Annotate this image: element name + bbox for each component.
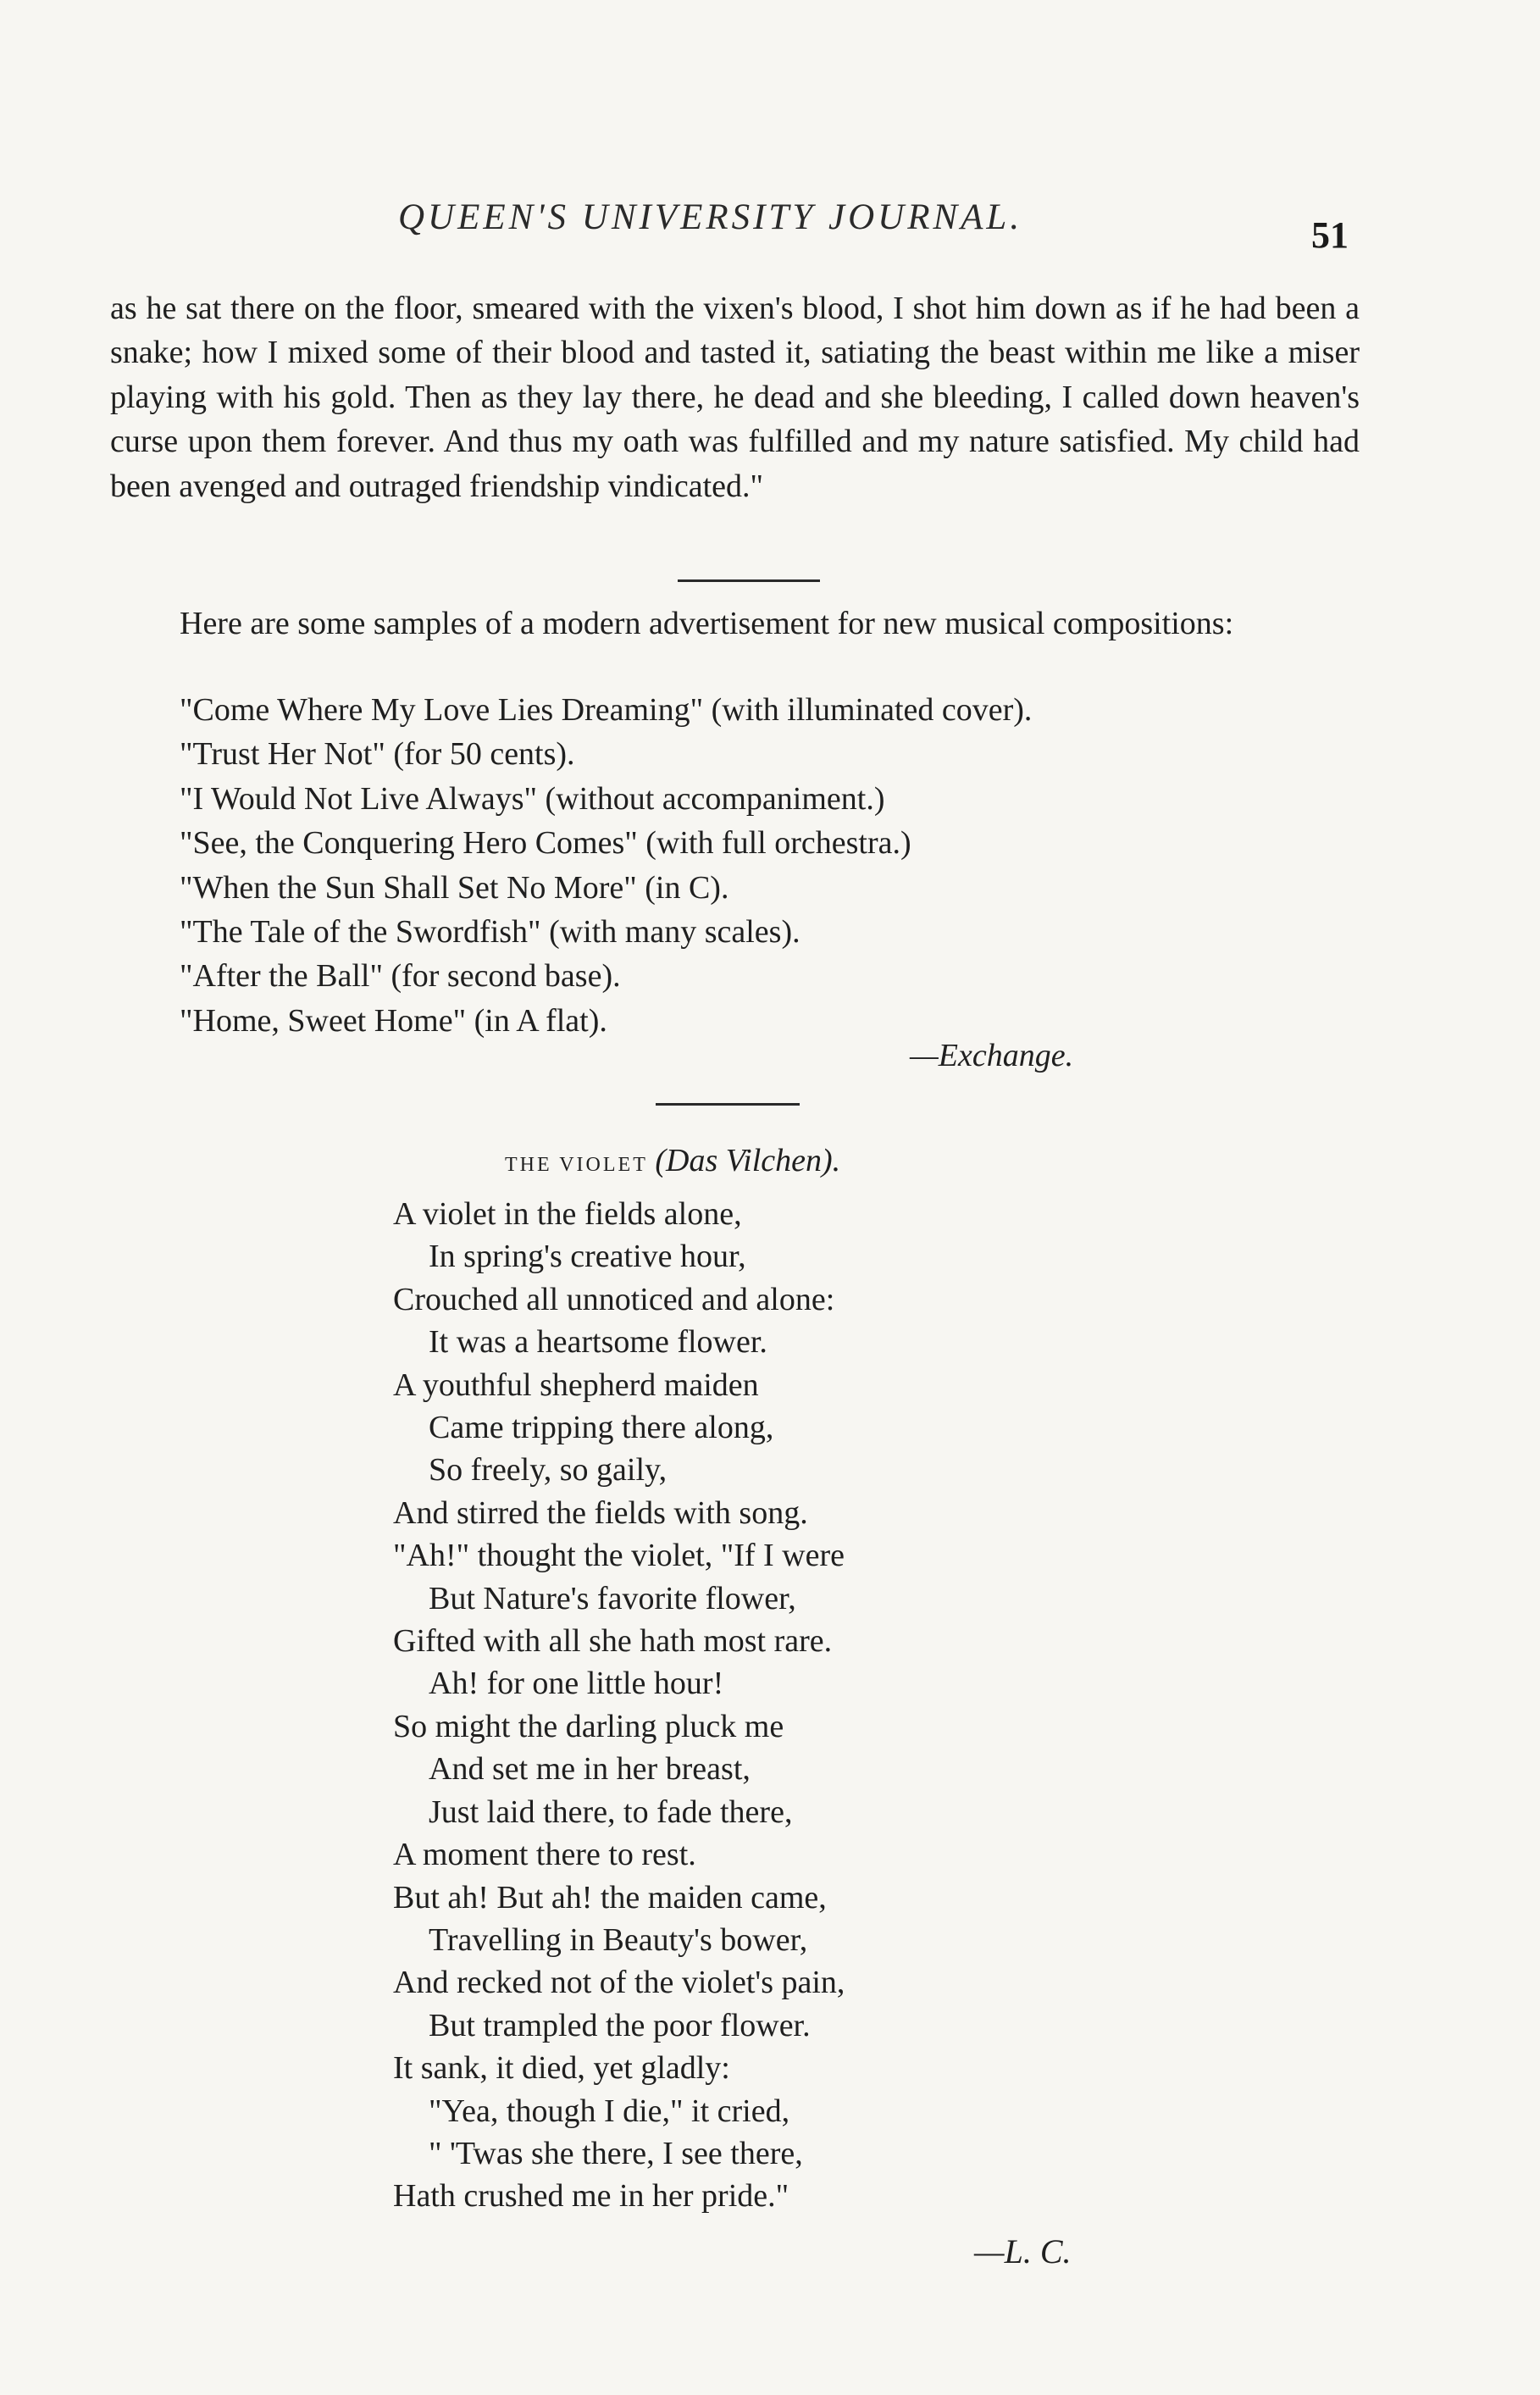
poem-title-english: THE VIOLET (505, 1154, 648, 1176)
poem-line: But Nature's favorite flower, (429, 1580, 796, 1616)
poem-line: And recked not of the violet's pain, (393, 1965, 845, 2001)
song-item: "See, the Conquering Hero Comes" (with full orchestra.) (180, 825, 911, 862)
poem-line: Ah! for one little hour! (429, 1666, 724, 1702)
poem-line: In spring's creative hour, (429, 1239, 746, 1275)
song-item: "After the Ball" (for second base). (180, 958, 621, 995)
advertisement-intro: Here are some samples of a modern advertisement for new musical compositions: (180, 606, 1234, 641)
poem-line: But trampled the poor flower. (429, 2007, 811, 2043)
song-item: "Come Where My Love Lies Dreaming" (with illuminated cover). (180, 692, 1033, 728)
poem-line: " 'Twas she there, I see there, (429, 2135, 803, 2171)
song-item: "When the Sun Shall Set No More" (in C). (180, 869, 729, 906)
poem-line: "Yea, though I die," it cried, (429, 2093, 790, 2129)
song-item: "Trust Her Not" (for 50 cents). (180, 736, 575, 773)
poem-line: Crouched all unnoticed and alone: (393, 1281, 835, 1317)
poem-line: Hath crushed me in her pride." (393, 2178, 789, 2215)
running-head: QUEEN'S UNIVERSITY JOURNAL. (398, 197, 1023, 237)
poem-line: It sank, it died, yet gladly: (393, 2050, 730, 2087)
poem-signature: —L. C. (974, 2232, 1072, 2270)
poem-line: A youthful shepherd maiden (393, 1367, 759, 1403)
song-list (180, 688, 1032, 1043)
song-item: "Home, Sweet Home" (in A flat). (180, 1002, 607, 1039)
page-number: 51 (1311, 214, 1349, 256)
section-divider (678, 579, 820, 582)
poem-line: So freely, so gaily, (429, 1452, 668, 1489)
poem-line: And stirred the fields with song. (393, 1494, 808, 1531)
continued-paragraph: as he sat there on the floor, smeared with the vixen's blood, I shot him down as if he had been a snake; how I mixed some of their blood and tasted it, satiating the beast within me like a miser playing with his gold. Then as they lay there, he dead and she bleeding, I called down heaven's curse upon them forever. And thus my oath was fulfilled and my nature satisfied. My child had been avenged and outraged friendship vindicated." (110, 291, 1360, 504)
poem-line: Came tripping there along, (429, 1410, 774, 1446)
advertisement-source: —Exchange. (910, 1038, 1074, 1073)
poem-line: Gifted with all she hath most rare. (393, 1623, 833, 1660)
section-divider (656, 1103, 800, 1106)
poem-line: And set me in her breast, (429, 1751, 751, 1788)
poem-line: So might the darling pluck me (393, 1708, 784, 1744)
song-item: "The Tale of the Swordfish" (with many scales). (180, 914, 800, 951)
poem-line: "Ah!" thought the violet, "If I were (393, 1538, 845, 1574)
poem-title-german: (Das Vilchen). (655, 1143, 841, 1178)
poem-line: But ah! But ah! the maiden came, (393, 1879, 827, 1915)
poem-line: Just laid there, to fade there, (429, 1793, 793, 1830)
poem-line: It was a heartsome flower. (429, 1324, 767, 1361)
poem-line: A violet in the fields alone, (393, 1196, 742, 1232)
poem-title (505, 1142, 840, 1179)
poem-line: Travelling in Beauty's bower, (429, 1921, 808, 1958)
song-item: "I Would Not Live Always" (without accompaniment.) (180, 780, 885, 817)
poem-body (393, 1193, 845, 2218)
poem-line: A moment there to rest. (393, 1837, 696, 1873)
